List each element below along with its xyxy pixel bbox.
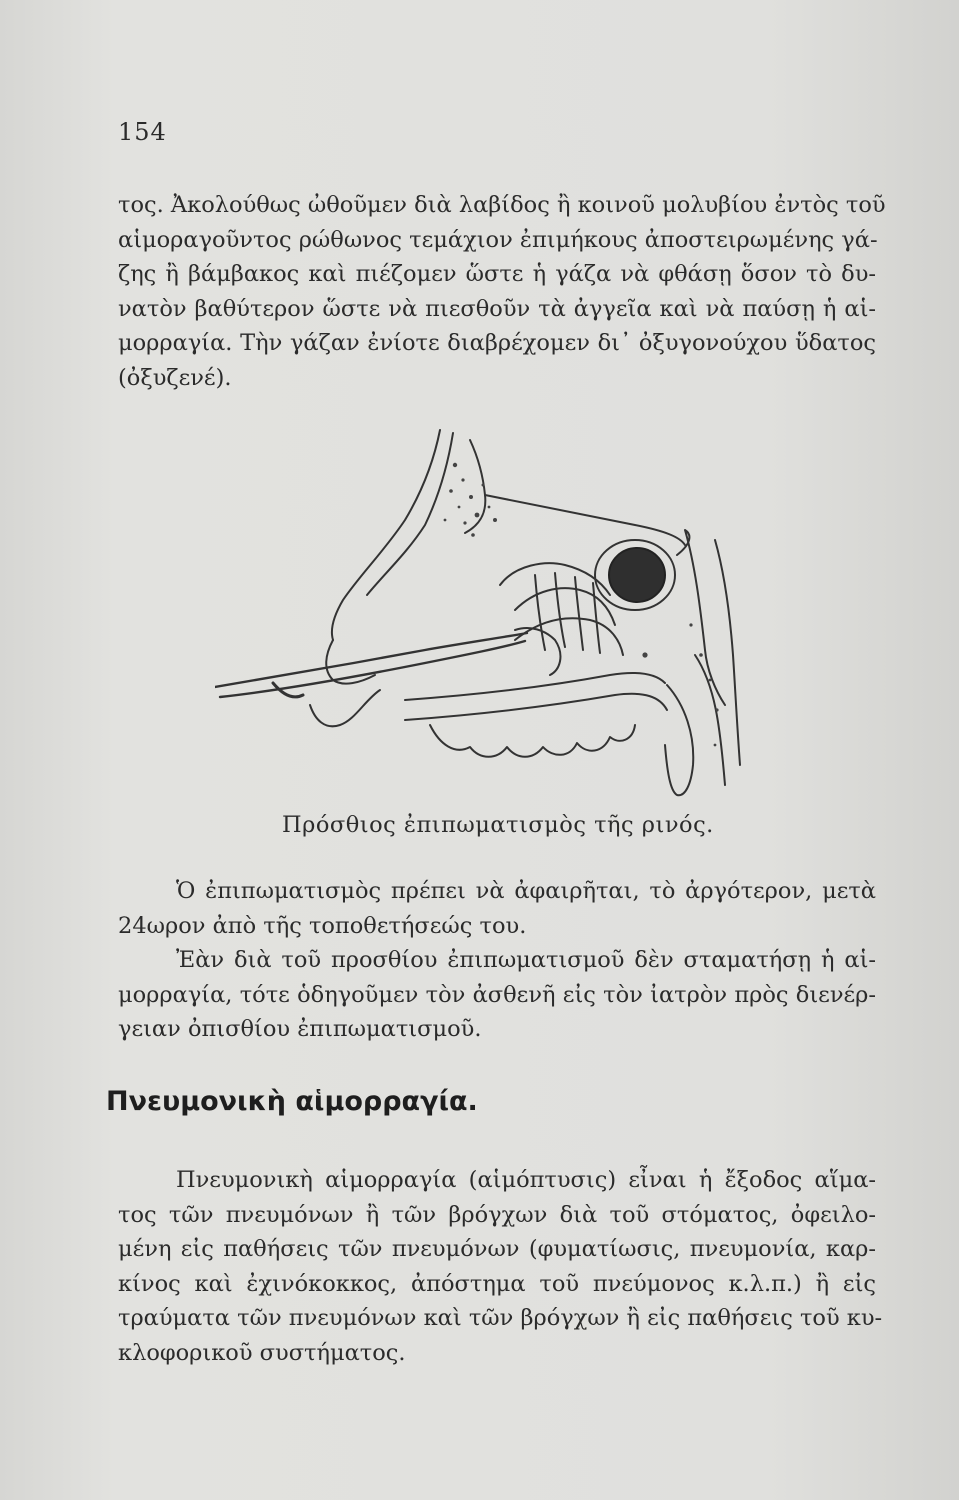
text-line: 24ωρον ἀπὸ τῆς τοποθετήσεώς του. <box>118 912 527 939</box>
text-line: μορραγία. Τὴν γάζαν ἐνίοτε διαβρέχομεν δι᾽ ὀξυγονούχου ὕδατος <box>118 330 876 356</box>
frontal-bone-inner <box>367 433 453 595</box>
upper-lip-outline <box>310 690 380 726</box>
text-line: ζης ἢ βάμβακος καὶ πιέζομεν ὥστε ἡ γάζα νὰ φθάσῃ ὅσον τὸ δυ- <box>118 261 876 287</box>
sphenoid-sinus-fill <box>609 548 665 602</box>
nasal-packing-illustration <box>215 425 750 800</box>
text-line: Πνευμονικὴ αἱμορραγία (αἱμόπτυσις) εἶναι ἡ ἔξοδος αἵμα- <box>176 1167 876 1193</box>
text-line: γειαν ὀπισθίου ἐπιπωματισμοῦ. <box>118 1016 482 1042</box>
text-line: νατὸν βαθύτερον ὥστε νὰ πιεσθοῦν τὰ ἀγγεῖα καὶ νὰ παύσῃ ἡ αἱ- <box>118 295 876 322</box>
text-line: τος τῶν πνευμόνων ἢ τῶν βρόγχων διὰ τοῦ στόματος, ὀφειλο- <box>118 1201 876 1228</box>
turbinate-coil-2 <box>555 573 565 647</box>
teeth-row <box>430 725 635 757</box>
text-line: τος. Ἀκολούθως ὠθοῦμεν διὰ λαβίδος ἢ κοινοῦ μολυβίου ἐντὸς τοῦ <box>118 192 886 218</box>
frontal-sinus-outline <box>465 440 485 533</box>
text-line: κλοφορικοῦ συστήματος. <box>118 1339 406 1366</box>
text-line: Ἐὰν διὰ τοῦ προσθίου ἐπιπωματισμοῦ δὲν σταματήσῃ ἡ αἱ- <box>176 947 876 973</box>
text-line: κίνος καὶ ἐχινόκοκκος, ἀπόστημα τοῦ πνεύμονος κ.λ.π.) ἢ εἰς <box>118 1270 876 1297</box>
text-line: (ὀξυζενέ). <box>118 364 232 391</box>
paragraph-packing-removal <box>118 874 876 1047</box>
text-line: μορραγία, τότε ὁδηγοῦμεν τὸν ἀσθενῆ εἰς τὸν ἰατρὸν πρὸς διενέρ- <box>118 981 876 1008</box>
frontal-bone-outline <box>332 430 440 640</box>
text-line: Ὁ ἐπιπωματισμὸς πρέπει νὰ ἀφαιρῆται, τὸ ἀργότερον, μετὰ <box>176 878 876 904</box>
figure-caption: Πρόσθιος ἐπιπωματισμὸς τῆς ρινός. <box>282 812 714 838</box>
turbinate-coil-1 <box>535 575 545 650</box>
text-line: αἱμοραγοῦντος ρώθωνος τεμάχιον ἐπιμήκους ἀποστειρωμένης γά- <box>118 226 878 253</box>
inferior-turbinate <box>515 618 623 655</box>
cribriform-line <box>485 495 685 545</box>
hard-palate <box>405 673 665 700</box>
section-heading: Πνευμονικὴ αἱμορραγία. <box>106 1086 478 1117</box>
text-line: τραύματα τῶν πνευμόνων καὶ τῶν βρόγχων ἢ εἰς παθήσεις τοῦ κυ- <box>118 1305 883 1331</box>
clivus-outline <box>677 530 725 705</box>
page-number: 154 <box>118 118 167 146</box>
turbinate-coil-3 <box>575 577 583 650</box>
turbinate-coil-4 <box>593 583 600 653</box>
text-line: μένη εἰς παθήσεις τῶν πνευμόνων (φυματίωσις, πνευμονία, καρ- <box>118 1236 876 1262</box>
forceps-lower-blade <box>220 641 525 697</box>
paragraph-pulmonary-hemorrhage <box>118 1163 883 1370</box>
soft-palate <box>665 685 693 795</box>
forceps-upper-blade <box>215 633 527 687</box>
paragraph-nasal-packing <box>118 188 886 395</box>
